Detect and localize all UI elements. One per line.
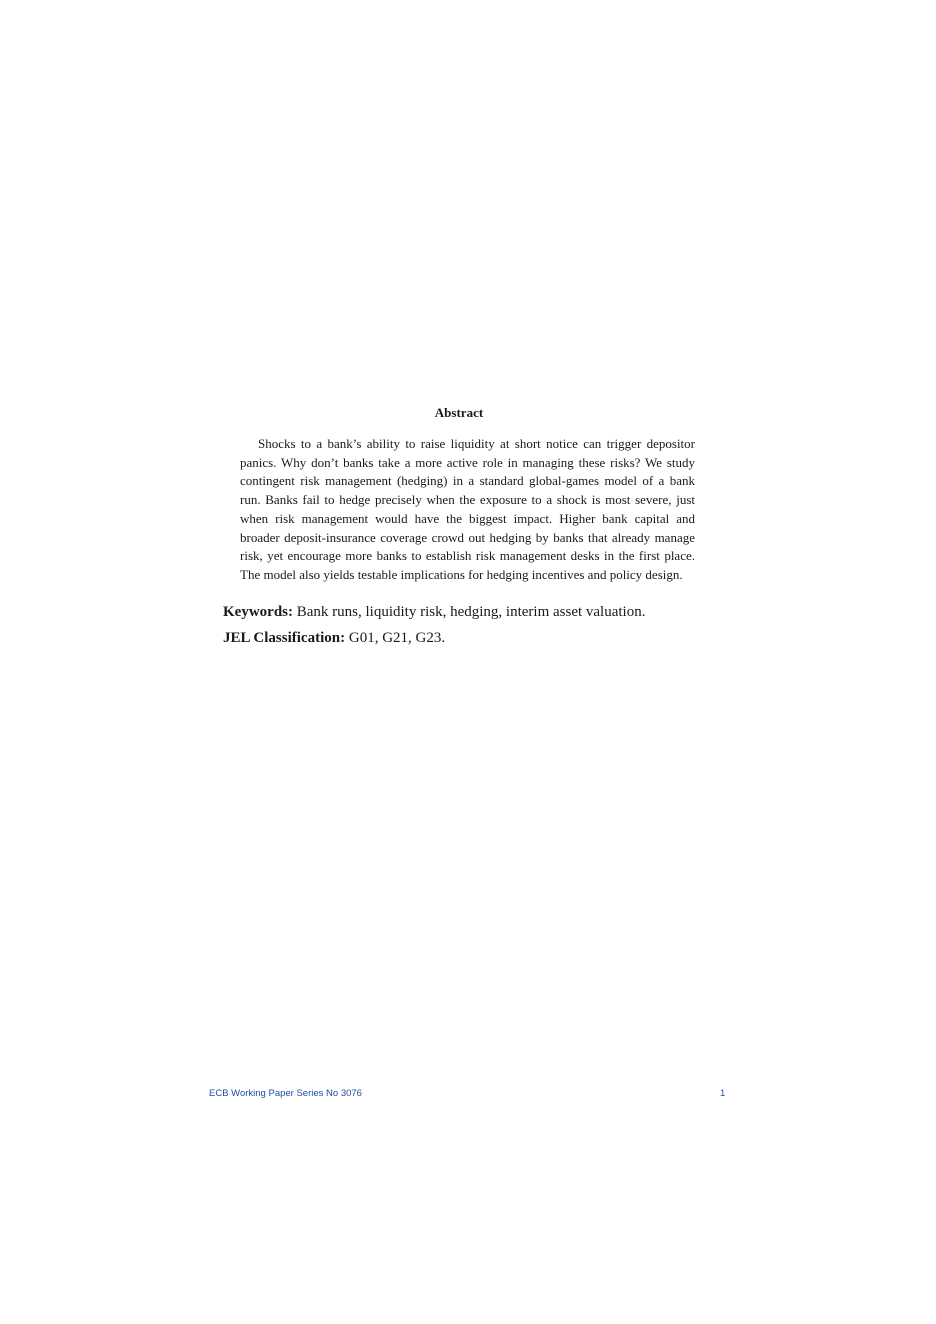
jel-label: JEL Classification: xyxy=(223,630,346,646)
jel-classification-line xyxy=(223,630,445,647)
abstract-text: Shocks to a bank’s ability to raise liquidity at short notice can trigger depositor panics. Why don’t banks take a more active role in managing these risks? We study contingent risk management (hedging) in a standard global-games model of a bank run. Banks fail to hedge precisely when the exposure to a shock is most severe, just when risk management would have the biggest impact. Higher bank capital and broader deposit-insurance coverage crowd out hedging by banks that already manage risk, yet encourage more banks to establish risk management desks in the first place. The model also yields testable implications for hedging incentives and policy design. xyxy=(240,436,695,582)
keywords-label: Keywords: xyxy=(223,604,293,620)
jel-value: G01, G21, G23. xyxy=(348,630,446,646)
footer-series: ECB Working Paper Series No 3076 xyxy=(209,1088,362,1099)
keywords-line xyxy=(223,604,645,621)
keywords-value: Bank runs, liquidity risk, hedging, interim asset valuation. xyxy=(296,604,646,620)
abstract-title: Abstract xyxy=(434,405,484,420)
page-number: 1 xyxy=(720,1088,726,1099)
